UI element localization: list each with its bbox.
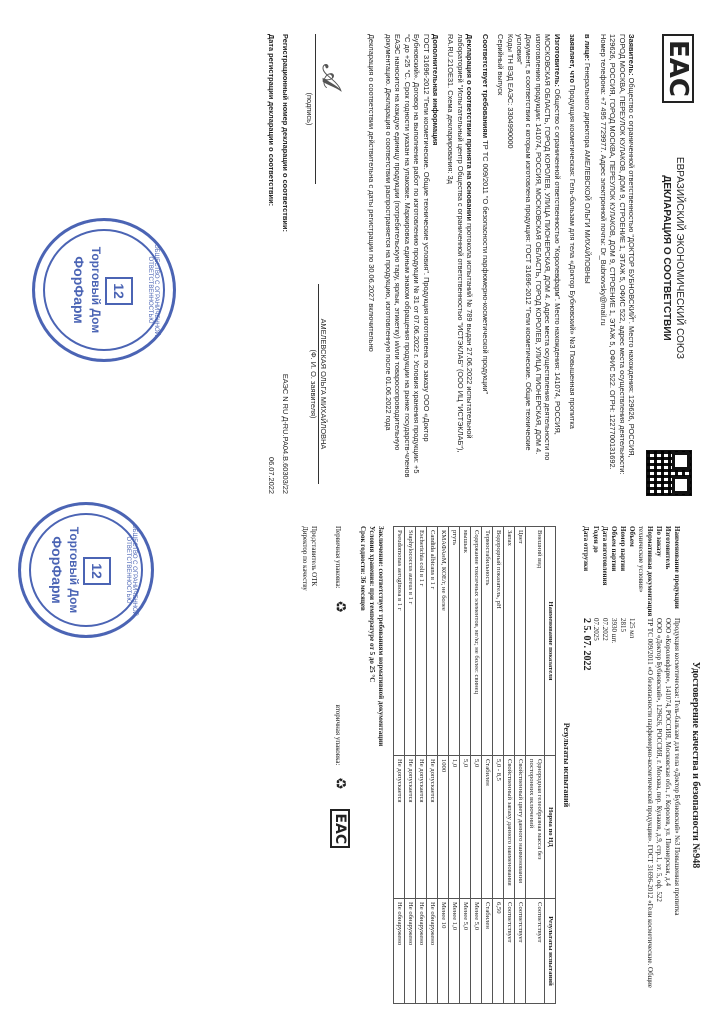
secondary-packaging-label: вторичная упаковка: [334,704,342,766]
declaration-title: ДЕКЛАРАЦИЯ О СООТВЕТСТВИИ [661,175,672,341]
stamp-line1: Торговый Дом [89,246,103,334]
registration-number-value: ЕАЭС N RU Д-RU.РА04.В.60303/22 [281,373,291,494]
stamp-line2: ФорФарм [71,256,87,324]
table-header-row [545,527,556,1004]
table-row: КМАФАнМ, КОЕ/г, не более 1000 Менее 10 [438,527,449,1004]
declares-block [568,34,577,482]
packaging-row [328,526,350,1004]
table-row: Escherichia coli в 1 г Не допускается Не обнаружено [416,527,427,1004]
conclusion-text: Заключение: соответствует требованиям нормативной документации [377,526,385,747]
field-row: Годен до07.2025 [592,526,600,641]
eac-mark: EAC [662,34,694,103]
stamp-line1: Торговый Дом [67,526,81,614]
table-row: Staphylococcus aureus в 1 г Не допускается Не обнаружено [405,527,416,1004]
stamp-number: 12 [105,277,133,305]
extra-info-text: ГОСТ 31696-2012 "Гели косметические. Общие технические условия". Продукция изготовлена по заказу ООО «Доктор Бубновский». Договор на выполнение работ по изготовлению продукции № 31 от 07.06.2022 г. Условия хранения продукции: +5 °С до +25 °С. Срок годности указан на упаковке. Маркировка единым знаком обращения продукции на рынке государств-членов ЕАЭС наносится на каждую единицу продукции (потребительскую тару, ярлык, этикетку) и/или товаросопроводительную документацию. Декларация о соответствии распространяется на продукцию, изготовленную после 01.06.2022 года [384,34,431,478]
stamp-number: 12 [83,557,111,585]
registration-number-row [281,34,290,494]
registration-number-label: Регистрационный номер декларации о соответствии: [281,34,291,232]
basis-block [446,34,474,482]
field-row: Нормативная документацияТР ТС 009/2011 «О безопасности парфюмерно-косметической продукции». ГОСТ 31696-2012 «Гели косметические. Общие технические условия» [637,526,654,988]
declaration-header [660,94,686,422]
field-row: Номер партии2815 [619,526,627,632]
table-row: ртуть 1,0 Менее 1,0 [449,527,460,1004]
field-row: Объем125 мл [628,526,636,639]
signature-caption: (подпись) [305,92,315,126]
declares-label: заявляет, что [567,34,577,83]
company-stamp [32,218,176,362]
storage-text: Условия хранения: при температуре от 5 до 25 °С [368,526,376,683]
column-header: Норма по НД [545,755,556,898]
primary-packaging-label: Первичная упаковка: [334,526,342,589]
signature-area [252,34,352,494]
field-row: По заказуООО «Доктор Бубновский», 129626, РОССИЯ, г. Москва, пер. Кулаков, д.9, стр.1, эт. 5, оф. 522 [655,526,663,902]
eac-mark-small: EAC [330,809,350,848]
stamp-line2: ФорФарм [49,536,65,604]
table-row: Запах Свойственный запаху данного наименования Соответствует [504,527,515,1004]
extra-info-block [384,34,440,482]
results-table [393,526,556,1004]
batch-type: Серийный выпуск [496,34,506,96]
stamp-ring-text: ОБЩЕСТВО С ОГРАНИЧЕННОЙ ОТВЕТСТВЕННОСТЬЮ [125,524,137,616]
requirements-label: Соответствует требованиям [480,34,490,139]
table-row: мышьяк 5,0 Менее 5,0 [460,527,471,1004]
manufacturer-label: Изготовитель: [552,34,562,87]
field-row: Дата изготовления07.2022 [601,526,609,641]
certificate-fields [581,526,681,1004]
requirements-text: ТР ТС 009/2011 "О безопасности парфюмерно-косметической продукции" [480,140,490,395]
field-row: Дата отгрузки2 5. 07. 2022 [581,526,592,671]
signer-name-line [308,284,328,484]
signer-name: АМЕЛЕВСКАЯ ОЛЬГА МИХАЙЛОВНА [318,284,328,484]
stamp-ring-text: ОБЩЕСТВО С ОГРАНИЧЕННОЙ ОТВЕТСТВЕННОСТЬЮ [147,244,159,336]
basis-label: Декларация о соответствии принята на основании [465,34,475,221]
table-row: Термостабильность Стабилен Стабилен [482,527,493,1004]
applicant-block [598,34,636,482]
recycle-icon: ♻ [332,777,347,790]
basis-text: протокола испытаний № 789 выдан 27.06.2022 испытательной лабораторией "Испытательный центр Общества с ограниченной ответственностью "ИСТЭКЛАБ" (ООО ИЦ "ИСТЭКЛАБ"), RA.RU.21ОЕ31. Схема декларирования: 3д [446,34,475,453]
table-row: Содержание токсичных элементов, мг/кг, не более: свинец 5,0 Менее 5,0 [471,527,482,1004]
manufacturer-text: Общество с ограниченной ответственностью "Королевфарм". Место нахождения: 141074, РОССИЯ, МОСКОВСКАЯ ОБЛАСТЬ, ГОРОД КОРОЛЕВ, УЛИЦА ПИОНЕРСКАЯ, ДОМ 4. Адрес места осуществления деятельности по изготовлению продукции: 141074, РОССИЯ, МОСКОВСКАЯ ОБЛАСТЬ, ГОРОД КОРОЛЕВ, УЛИЦА ПИОНЕРСКАЯ, ДОМ 4. Документ, в соответствии с которым изготовлена продукция: ГОСТ 31696-2012 "Гели косметические. Общие технические условия" [514,34,562,461]
declaration-page [0,0,724,500]
results-title: Результаты испытаний [562,722,571,808]
applicant-label: Заявитель: [627,34,636,76]
validity-block: Декларация о соответствии действительна с даты регистрации по 30.06.2027 включительно [366,34,376,352]
union-title: ЕВРАЗИЙСКИЙ ЭКОНОМИЧЕСКИЙ СОЮЗ [674,156,685,360]
company-stamp-right [18,502,154,638]
manufacturer-block [496,34,562,482]
applicant-text: Общество с ограниченной ответственностью "ДОКТОР БУБНОВСКИЙ". Место нахождения: 129626, РОССИЯ, ГОРОД МОСКВА, ПЕРЕУЛОК КУЛАКОВ, ДОМ 9, СТРОЕНИЕ 1, ЭТАЖ 5, ОФИС 522, адрес места осуществления деятельности: 129626, РОССИЯ, ГОРОД МОСКВА, ПЕРЕУЛОК КУЛАКОВ, ДОМ 9, СТРОЕНИЕ 1, ЭТАЖ 5, ОФИС 522. ОГРН: 1227700131692. Номер телефона: +7 495 7729977. Адрес электронной почты: Dr_Bubnovsky@mail.ru [598,34,636,475]
registration-date-value: 06.07.2022 [267,457,277,494]
declares-text: Продукция косметическая: Гель-бальзам для тела «Доктор Бубновский» №3 Повышенная пропитка [567,85,577,429]
otk-signatures [300,526,318,1004]
table-row: Pseudomonas aeruginosa в 1 г Не допускается Не обнаружено [394,527,405,1004]
signer-name-caption: (Ф. И. О. заявителя) [308,349,318,419]
conclusion-block [358,526,385,1004]
table-row: Внешний вид Однородная гелеобразная масса без посторонних включений Соответствует [526,527,545,1004]
table-row: Candida albicans в 1 г Не допускается Не обнаружено [427,527,438,1004]
registration-date-row [267,34,276,494]
shelf-life-text: Срок годности: 36 месяцев [359,526,367,611]
column-header: Наименование показателя [545,527,556,756]
person-block [583,34,592,482]
recycle-icon: ♻ [332,600,347,613]
signature-line [305,34,316,184]
table-row: Водородный показатель, pH 5,0 - 8,5 6,50 [493,527,504,1004]
requirements-block [480,34,489,482]
registration-date-label: Дата регистрации декларации о соответствии: [267,34,277,207]
person-label: в лице: [583,34,593,61]
field-row: Объем партии3930 шт. [610,526,618,644]
person-text: Генерального директора АМЕЛЕВСКОЙ ОЛЬГИ МИХАЙЛОВНЫ [583,63,593,284]
certificate-title: Удостоверение качества и безопасности №948 [690,661,701,869]
qr-code-icon [646,450,692,496]
field-row: Наименование продукцииПродукция косметическая: Гель-бальзам для тела «Доктор Бубновский» №3 Повышенная пропитка [673,526,681,916]
tnved-codes: Коды ТН ВЭД ЕАЭС: 3304990000 [505,34,515,149]
quality-director: Директор по качеству [301,526,309,591]
extra-info-label: Дополнительная информация [431,34,441,146]
otk-representative: Представитель ОТК [310,526,318,587]
signature-scribble-icon: 𝓐 [316,64,347,90]
quality-certificate-page [0,512,724,1024]
table-row: Цвет Свойственный цвету данного наименования Соответствует [515,527,526,1004]
column-header: Результаты испытаний [545,899,556,1004]
field-row: ИзготовительООО «Королевфарм», 141074, РОССИЯ, Московская обл., г. Королев, ул. Пионерская, д.4 [664,526,672,886]
